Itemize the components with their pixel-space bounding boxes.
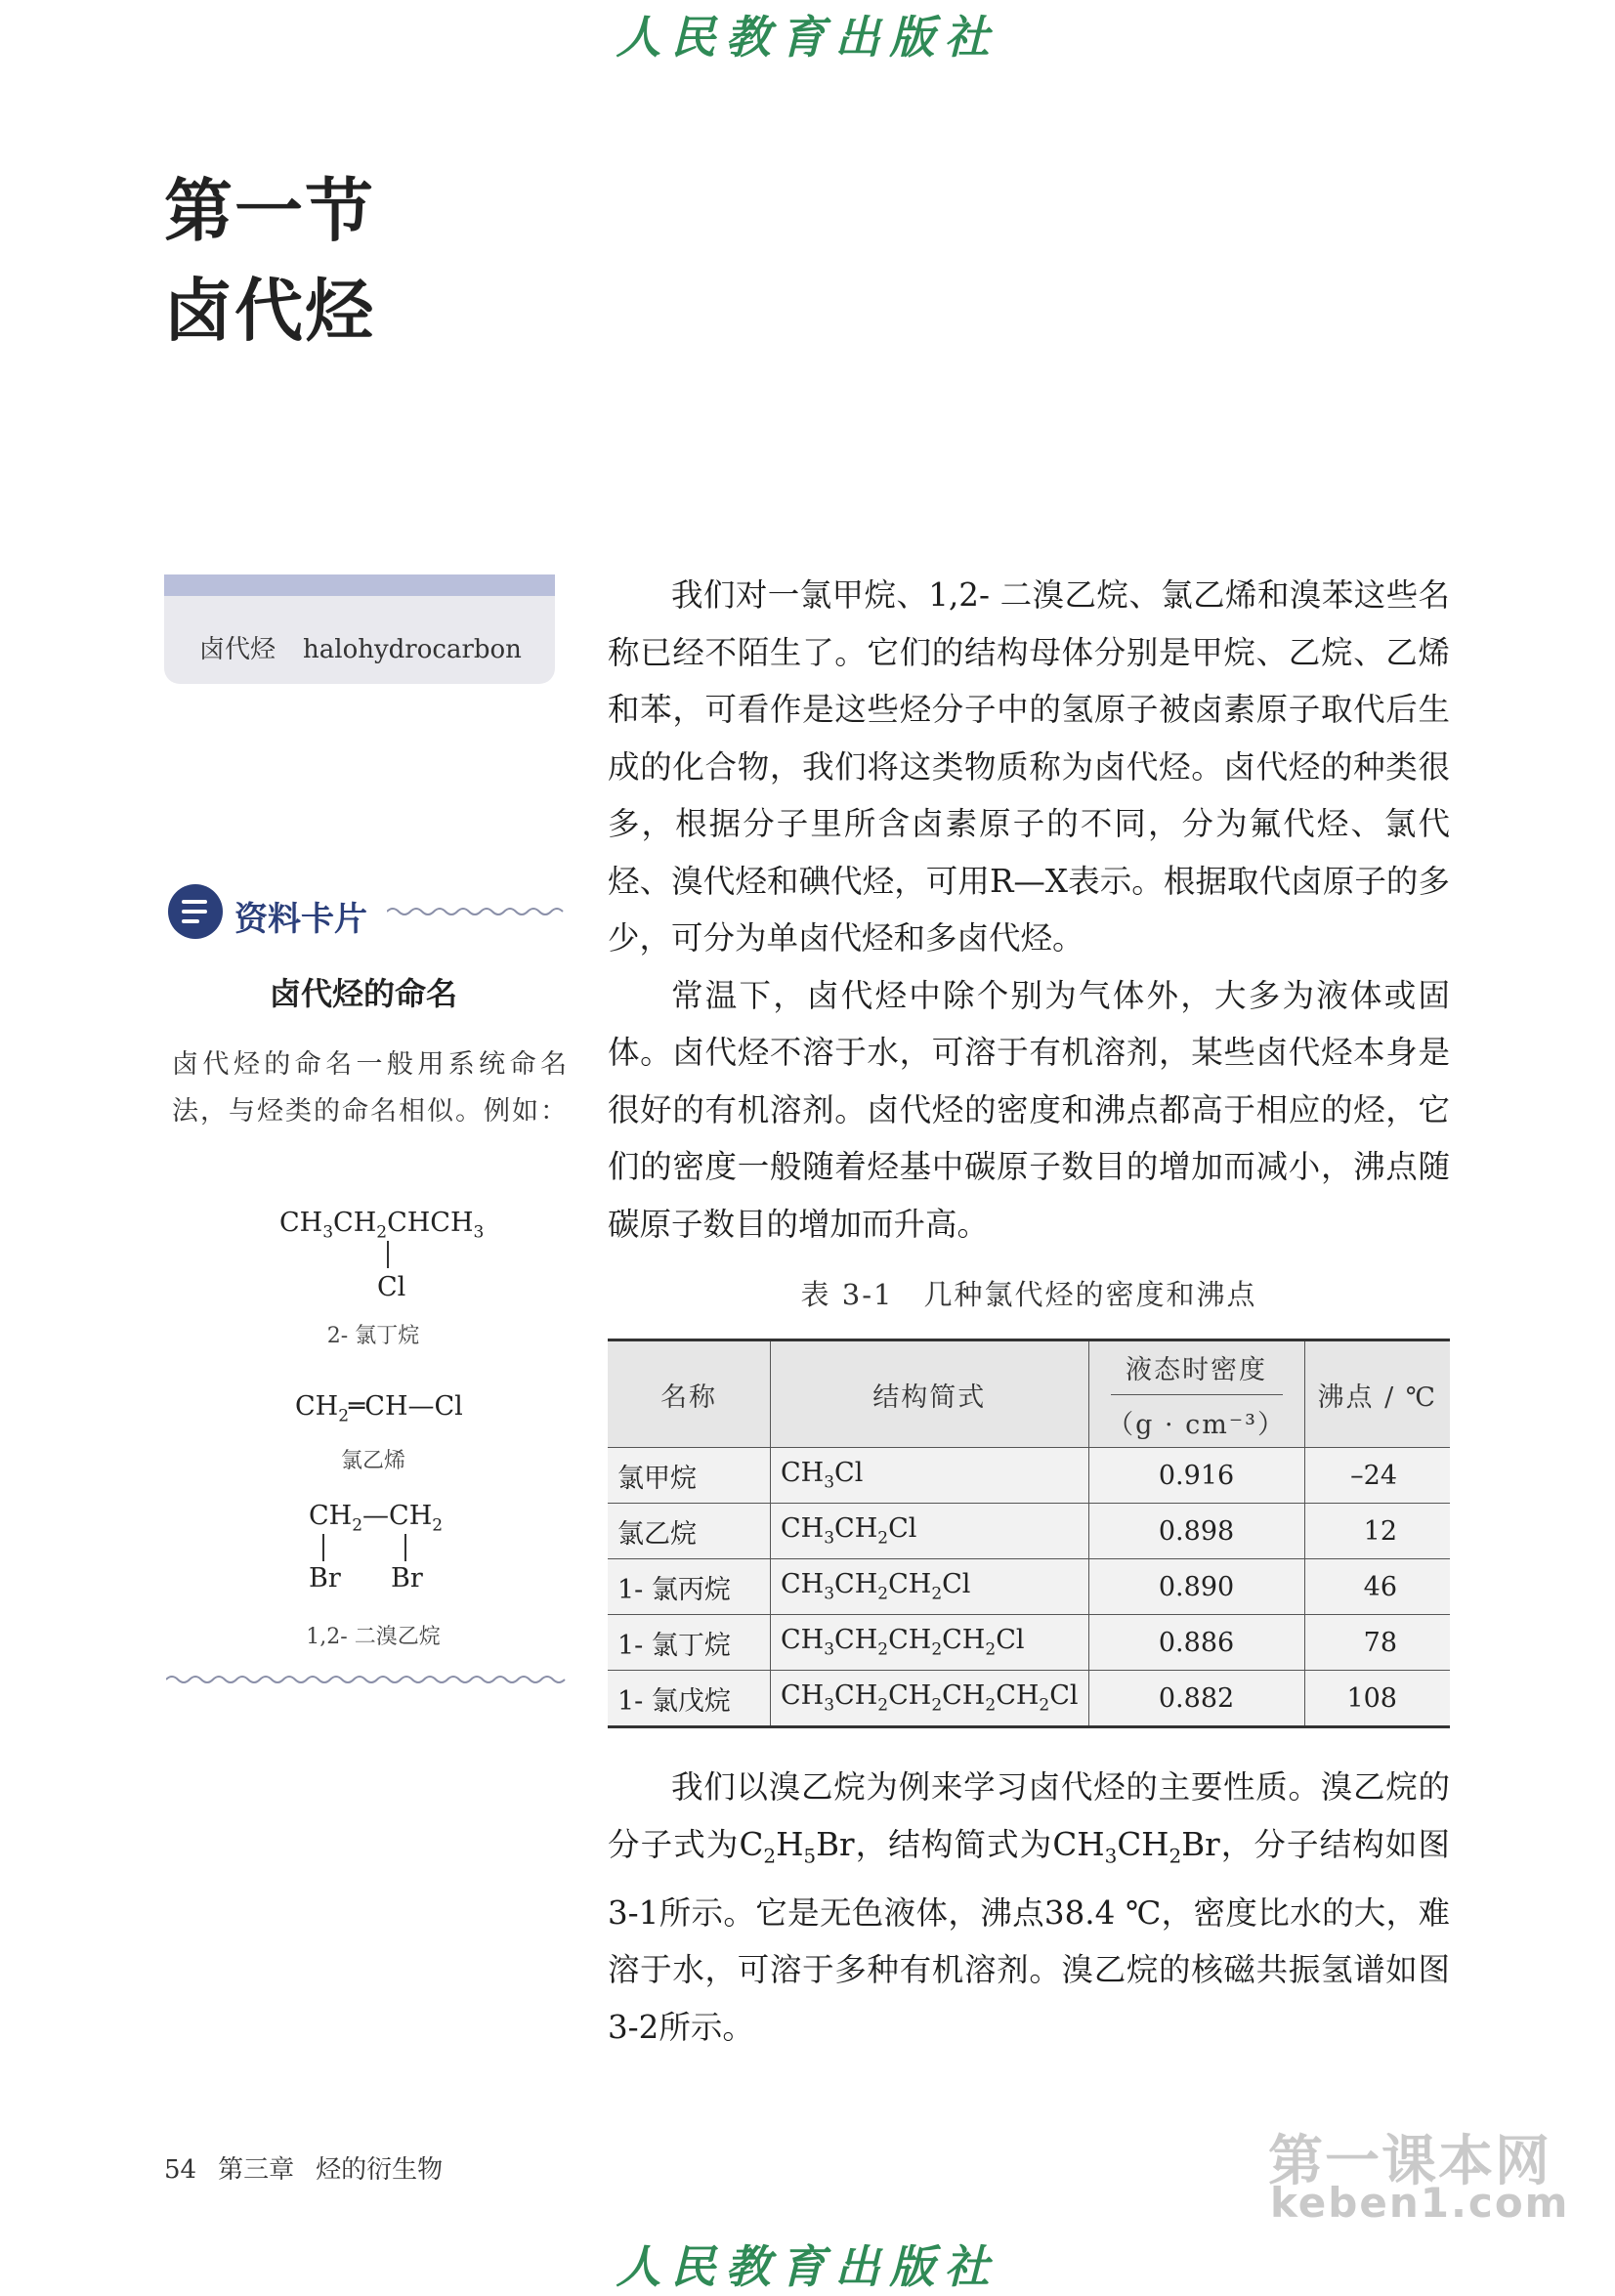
table-caption: 表 3-1 几种氯代烃的密度和沸点 [800, 1278, 1257, 1311]
cell-formula: $CH_3CH_2CH_2CH_2Cl$ [771, 1615, 1089, 1671]
formula-dibromoethane: $CH_2—CH_2$ [309, 1501, 444, 1536]
substituent-br-1: Br [309, 1563, 341, 1594]
section-title: 卤代烃 [164, 270, 375, 351]
table-header-row [608, 1340, 1450, 1448]
page-footer [164, 2149, 443, 2186]
cell-density: 0.898 [1088, 1504, 1304, 1559]
formula-2-chlorobutane: $CH_3CH_2CHCH_3$ [279, 1208, 485, 1243]
chloroalkane-table [608, 1339, 1450, 1728]
cell-bp: 12 [1304, 1504, 1450, 1559]
cell-formula: $CH_3Cl$ [771, 1448, 1089, 1504]
body-paragraph-3 [608, 1759, 1450, 2056]
term-chinese: 卤代烃 [199, 635, 276, 664]
density-header-unit: （g · cm⁻³） [1107, 1409, 1286, 1440]
cell-formula: $CH_3CH_2CH_2CH_2CH_2Cl$ [771, 1671, 1089, 1727]
substituent-cl: Cl [377, 1272, 406, 1302]
watermark-url: keben1.com [1270, 2179, 1570, 2227]
bond-line [387, 1241, 389, 1268]
density-header-label: 液态时密度 [1111, 1348, 1283, 1395]
wavy-divider-top [387, 905, 565, 918]
cell-name: 氯甲烷 [608, 1448, 771, 1504]
cell-bp: 108 [1304, 1671, 1450, 1727]
publisher-logo-bottom: 人民教育出版社 [616, 2240, 999, 2293]
cell-formula: $CH_3CH_2Cl$ [771, 1504, 1089, 1559]
paragraph-3: 我们以溴乙烷为例来学习卤代烃的主要性质。溴乙烷的分子式为$C_2H_5Br$，结构简式为$CH_3CH_2Br$，分子结构如图3-1所示。它是无色液体，沸点38.4 ℃，密度比水的大，难溶于水，可溶于多种有机溶剂。溴乙烷的核磁共振氢谱如图3-2所示。 [608, 1768, 1450, 2046]
term-english: halohydrocarbon [303, 635, 522, 664]
watermark-text: 第一课本网 [1268, 2130, 1551, 2193]
cell-name: 氯乙烷 [608, 1504, 771, 1559]
body-paragraphs [608, 567, 1450, 1253]
cell-name: 1- 氯戊烷 [608, 1671, 771, 1727]
table-row [608, 1671, 1450, 1727]
publisher-logo-top: 人民教育出版社 [616, 11, 999, 64]
cell-formula: $CH_3CH_2CH_2Cl$ [771, 1559, 1089, 1615]
col-name-header: 名称 [608, 1340, 771, 1448]
table-row [608, 1615, 1450, 1671]
cell-name: 1- 氯丙烷 [608, 1559, 771, 1615]
cell-density: 0.886 [1088, 1615, 1304, 1671]
term-box [164, 574, 555, 684]
wavy-divider-bottom [166, 1673, 569, 1686]
paragraph-1: 我们对一氯甲烷、1,2- 二溴乙烷、氯乙烯和溴苯这些名称已经不陌生了。它们的结构母体分别是甲烷、乙烷、乙烯和苯，可看作是这些烃分子中的氢原子被卤素原子取代后生成的化合物，我们将这类物质称为卤代烃。卤代烃的种类很多，根据分子里所含卤素原子的不同，分为氟代烃、氯代烃、溴代烃和碘代烃，可用R—X表示。根据取代卤原子的多少，可分为单卤代烃和多卤代烃。 [608, 576, 1450, 957]
chapter-number: 第三章 [218, 2155, 295, 2185]
table-row [608, 1504, 1450, 1559]
cell-density: 0.882 [1088, 1671, 1304, 1727]
formula-vinyl-chloride: $CH_2═CH—Cl$ [295, 1391, 463, 1426]
col-formula-header: 结构简式 [771, 1340, 1089, 1448]
substituent-br-2: Br [391, 1563, 423, 1594]
example-name-3: 1,2- 二溴乙烷 [306, 1625, 441, 1649]
data-card-subtitle: 卤代烃的命名 [269, 975, 457, 1012]
cell-density: 0.890 [1088, 1559, 1304, 1615]
example-name-1: 2- 氯丁烷 [326, 1324, 420, 1348]
table-row [608, 1559, 1450, 1615]
cell-name: 1- 氯丁烷 [608, 1615, 771, 1671]
data-card-label: 资料卡片 [234, 900, 367, 939]
paragraph-2: 常温下，卤代烃中除个别为气体外，大多为液体或固体。卤代烃不溶于水，可溶于有机溶剂，某些卤代烃本身是很好的有机溶剂。卤代烃的密度和沸点都高于相应的烃，它们的密度一般随着烃基中碳原子数目的增加而减小，沸点随碳原子数目的增加而升高。 [608, 976, 1450, 1243]
chapter-title: 烃的衍生物 [316, 2155, 444, 2185]
cell-density: 0.916 [1088, 1448, 1304, 1504]
cell-bp: –24 [1304, 1448, 1450, 1504]
data-card-text: 卤代烃的命名一般用系统命名法，与烃类的命名相似。例如： [172, 1049, 569, 1127]
cell-bp: 78 [1304, 1615, 1450, 1671]
table-row [608, 1448, 1450, 1504]
example-name-2: 氯乙烯 [340, 1449, 405, 1473]
col-density-header [1088, 1340, 1304, 1448]
cell-bp: 46 [1304, 1559, 1450, 1615]
bond-line [322, 1534, 324, 1561]
document-icon [168, 884, 223, 939]
bond-line [404, 1534, 406, 1561]
col-bp-header: 沸点 / ℃ [1304, 1340, 1450, 1448]
page-number: 54 [164, 2155, 197, 2185]
section-number: 第一节 [164, 170, 375, 251]
